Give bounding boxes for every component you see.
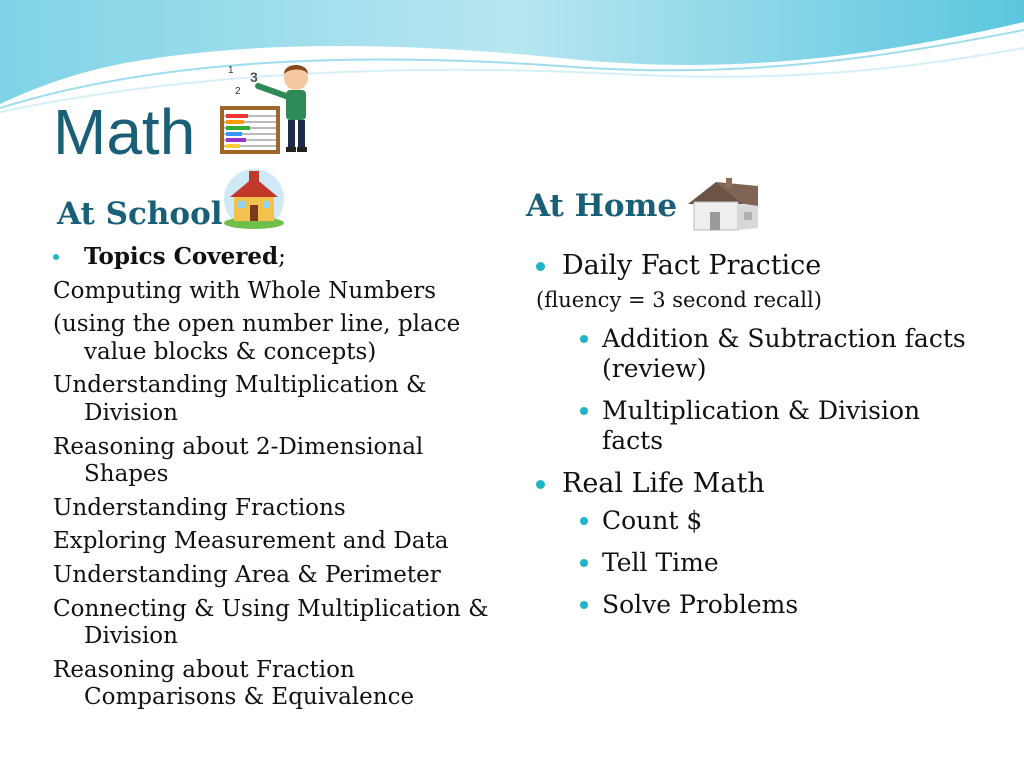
school-topic-item: Computing with Whole Numbers (53, 277, 437, 304)
school-topic-item: (using the open number line, place value blocks & concepts) (53, 311, 461, 365)
list-item (536, 468, 976, 500)
school-topic-item: Connecting & Using Multiplication & Division (53, 595, 489, 650)
at-school-list (53, 243, 493, 718)
at-home-list (536, 250, 976, 632)
teacher-digit-1: 1 (228, 65, 234, 76)
list-item (536, 250, 976, 282)
real-life-math: Real Life Math (562, 467, 765, 499)
real-life-item-label: Solve Problems (602, 589, 799, 619)
bullet-icon (580, 407, 588, 415)
teacher-digit-2: 2 (235, 86, 241, 97)
real-life-item-label: Count $ (602, 505, 703, 535)
school-topic-item: Understanding Multiplication & Division (53, 372, 427, 426)
topics-covered-punct: ; (278, 244, 286, 270)
school-topic-item: Understanding Area & Perimeter (53, 561, 441, 588)
fact-item-label: Multiplication & Division facts (602, 395, 921, 455)
real-life-item (536, 506, 976, 536)
bullet-icon (53, 254, 59, 260)
school-topic-item: Reasoning about 2-Dimensional Shapes (53, 433, 424, 488)
school-topic-item: Reasoning about Fraction Comparisons & Equivalence (53, 656, 415, 711)
school-topics (53, 278, 493, 712)
at-home-heading: At Home (526, 188, 678, 224)
real-life-item-label: Tell Time (602, 547, 719, 577)
bullet-icon (580, 559, 588, 567)
bullet-icon (580, 517, 588, 525)
teacher-digit-3: 3 (250, 69, 258, 85)
topics-covered-label: Topics Covered (84, 243, 279, 270)
real-life-items (536, 506, 976, 620)
fact-item (536, 324, 976, 384)
boy-with-abacus-icon (218, 58, 318, 156)
school-topic-item: Understanding Fractions (53, 494, 346, 521)
schoolhouse-icon (220, 165, 288, 229)
bullet-icon (536, 262, 545, 271)
house-icon (686, 178, 760, 232)
at-school-heading: At School (57, 196, 223, 232)
real-life-item (536, 590, 976, 620)
practice-items (536, 324, 976, 456)
fact-item (536, 396, 976, 456)
slide-title: Math (53, 96, 196, 168)
bullet-icon (580, 335, 588, 343)
daily-fact-practice: Daily Fact Practice (562, 250, 822, 281)
bullet-icon (580, 601, 588, 609)
school-topic-item: Exploring Measurement and Data (53, 528, 449, 555)
topics-covered-line (53, 243, 493, 272)
bullet-icon (536, 480, 545, 489)
fact-item-label: Addition & Subtraction facts (review) (602, 323, 966, 383)
fluency-note: (fluency = 3 second recall) (536, 288, 822, 313)
real-life-item (536, 548, 976, 578)
